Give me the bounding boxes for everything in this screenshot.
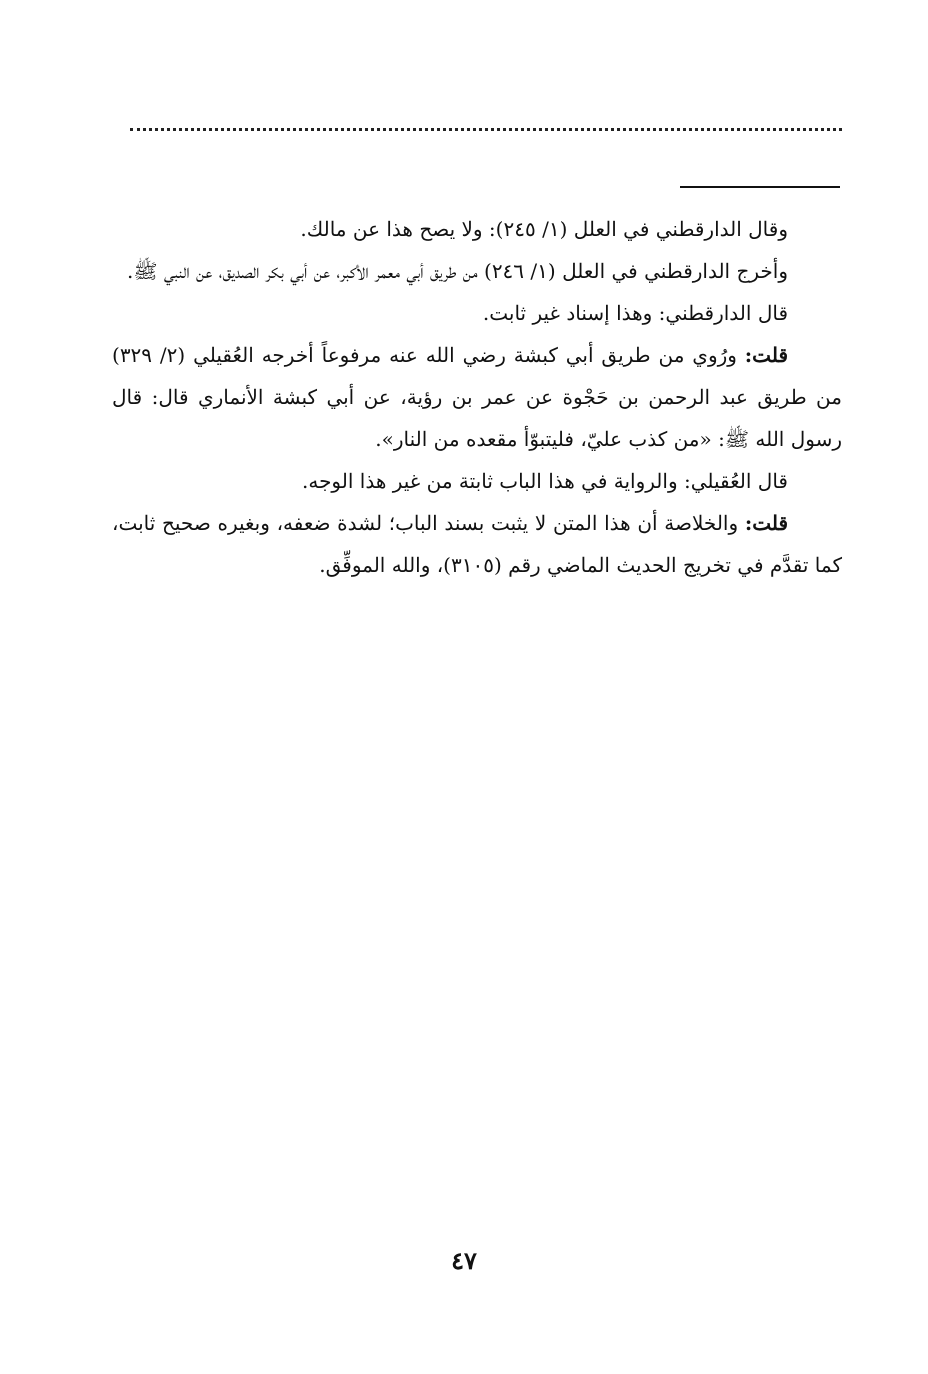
paragraph-text: قال العُقيلي: والرواية في هذا الباب ثابتة من غير هذا الوجه. [301, 469, 788, 493]
paragraph-lead: قلت: [744, 343, 788, 367]
paragraph [112, 460, 842, 502]
paragraph-text: وقال الدارقطني في العلل (١/ ٢٤٥): ولا يصح هذا عن مالك. [300, 217, 788, 241]
paragraph-text: والخلاصة أن هذا المتن لا يثبت بسند الباب؛ لشدة ضعفه، وبغيره صحيح ثابت، كما تقدَّم في تخريج الحديث الماضي رقم (٣١٠٥)، والله الموفِّق. [112, 511, 842, 577]
paragraph [112, 334, 842, 460]
paragraph [112, 502, 842, 586]
footnote-text-block [112, 208, 842, 586]
paragraph [112, 292, 842, 334]
paragraph [112, 208, 842, 250]
dotted-separator [130, 128, 842, 137]
paragraph-text: قال الدارقطني: وهذا إسناد غير ثابت. [482, 301, 788, 325]
paragraph-text: ورُوي من طريق أبي كبشة رضي الله عنه مرفوعاً أخرجه العُقيلي (٢/ ٣٢٩) من طريق عبد الرحمن بن حَجْوة عن عمر بن رؤية، عن أبي كبشة الأنماري قال: قال رسول الله ﷺ: «من كذب عليّ، فليتبوّأ مقعده من النار». [112, 343, 842, 451]
paragraph-text: وأخرج الدارقطني في العلل (١/ ٢٤٦) من طريق أبي معمر الأكبر، عن أبي بكر الصديق، عن النبي ﷺ. [126, 259, 788, 283]
footnote-separator-rule [680, 186, 840, 188]
paragraph-lead: قلت: [744, 511, 789, 535]
page-number: ٤٧ [451, 1246, 477, 1275]
paragraph [112, 250, 842, 292]
